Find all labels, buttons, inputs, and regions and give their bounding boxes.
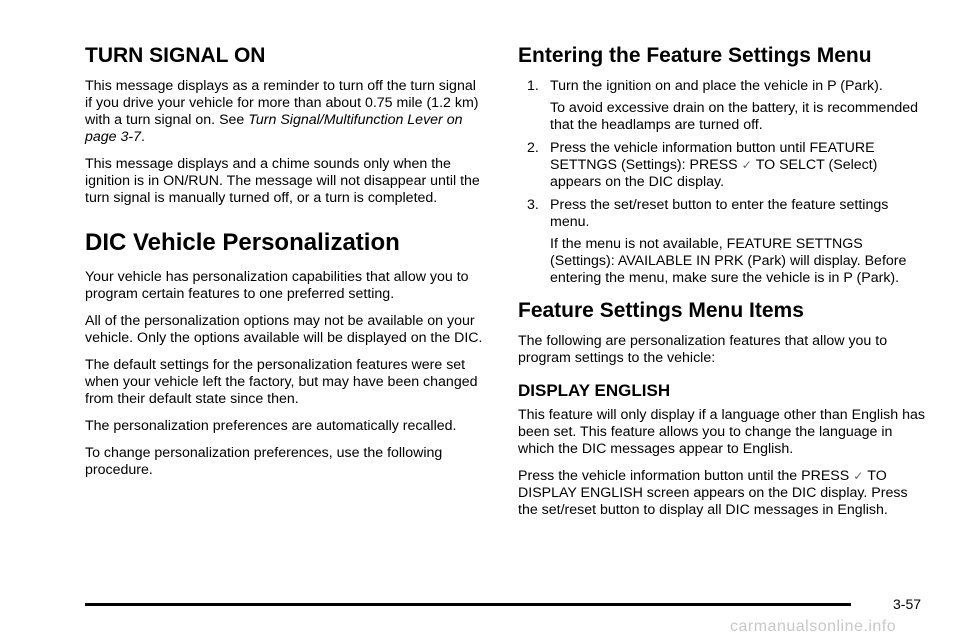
dic-personalization-heading: DIC Vehicle Personalization bbox=[85, 229, 400, 257]
dic-paragraph: All of the personalization options may not be available on your vehicle. Only the options available will be displayed on the DIC. bbox=[85, 312, 483, 346]
step-item bbox=[518, 78, 930, 134]
display-english-text-part: Press the vehicle information button until the PRESS bbox=[518, 467, 850, 484]
step-text: Turn the ignition on and place the vehicle in P (Park). bbox=[550, 78, 883, 95]
right-column bbox=[518, 44, 930, 529]
checkmark-icon: ✓ bbox=[853, 468, 864, 483]
page-number: 3-57 bbox=[893, 596, 922, 612]
watermark: carmanualsonline.info bbox=[730, 618, 897, 635]
display-english-text-part: TO DISPLAY ENGLISH screen appears on the DIC display. Press the set/reset button to display all DIC messages in English. bbox=[518, 467, 908, 518]
period: . bbox=[141, 129, 145, 146]
turn-signal-text: This message displays as a reminder to turn off the turn signal if you drive your vehicle for more than about 0.75 mile (1.2 km) with a turn signal on. See bbox=[85, 78, 479, 129]
step-text bbox=[550, 140, 930, 191]
step-number: 2. bbox=[527, 140, 539, 157]
left-column bbox=[85, 44, 483, 489]
menu-items-intro: The following are personalization features that allow you to program settings to the vehicle: bbox=[518, 333, 888, 367]
step-note: If the menu is not available, FEATURE SETTNGS (Settings): AVAILABLE IN PRK (Park) will display. Before entering the menu, make sure the vehicle is in P (Park). bbox=[550, 236, 907, 287]
dic-paragraph: To change personalization preferences, use the following procedure. bbox=[85, 444, 443, 478]
entering-steps-list bbox=[518, 78, 930, 287]
step-number: 3. bbox=[527, 197, 539, 214]
turn-signal-paragraph-2: This message displays and a chime sounds only when the ignition is in ON/RUN. The message will not disappear until the turn signal is manually turned off, or a turn is completed. bbox=[85, 156, 480, 207]
step-item bbox=[518, 140, 930, 191]
footer-rule bbox=[85, 603, 851, 606]
turn-signal-reference-link[interactable]: Turn Signal/Multifunction Lever on page 3-7 bbox=[85, 112, 463, 146]
turn-signal-heading: TURN SIGNAL ON bbox=[85, 44, 266, 67]
turn-signal-paragraph-1 bbox=[85, 78, 483, 146]
step-number: 1. bbox=[527, 78, 539, 95]
dic-paragraph: Your vehicle has personalization capabilities that allow you to program certain features to one preferred setting. bbox=[85, 268, 469, 302]
entering-menu-heading: Entering the Feature Settings Menu bbox=[518, 44, 872, 67]
display-english-paragraph-2 bbox=[518, 468, 930, 519]
step-text-part: TO SELCT (Select) appears on the DIC display. bbox=[550, 157, 878, 191]
step-note: To avoid excessive drain on the battery, it is recommended that the headlamps are turned off. bbox=[550, 100, 919, 134]
checkmark-icon: ✓ bbox=[741, 158, 752, 173]
step-text: Press the set/reset button to enter the feature settings menu. bbox=[550, 197, 889, 231]
display-english-heading: DISPLAY ENGLISH bbox=[518, 381, 671, 401]
menu-items-heading: Feature Settings Menu Items bbox=[518, 299, 804, 323]
display-english-paragraph-1: This feature will only display if a language other than English has been set. This feature allows you to change the language in which the DIC messages appear to English. bbox=[518, 406, 925, 457]
step-item bbox=[518, 197, 930, 287]
dic-paragraph: The personalization preferences are automatically recalled. bbox=[85, 417, 457, 434]
dic-paragraph: The default settings for the personalization features were set when your vehicle left the factory, but may have been changed from their default state since then. bbox=[85, 356, 478, 407]
step-text-part: Press the vehicle information button until FEATURE SETTNGS (Settings): PRESS bbox=[550, 140, 875, 174]
